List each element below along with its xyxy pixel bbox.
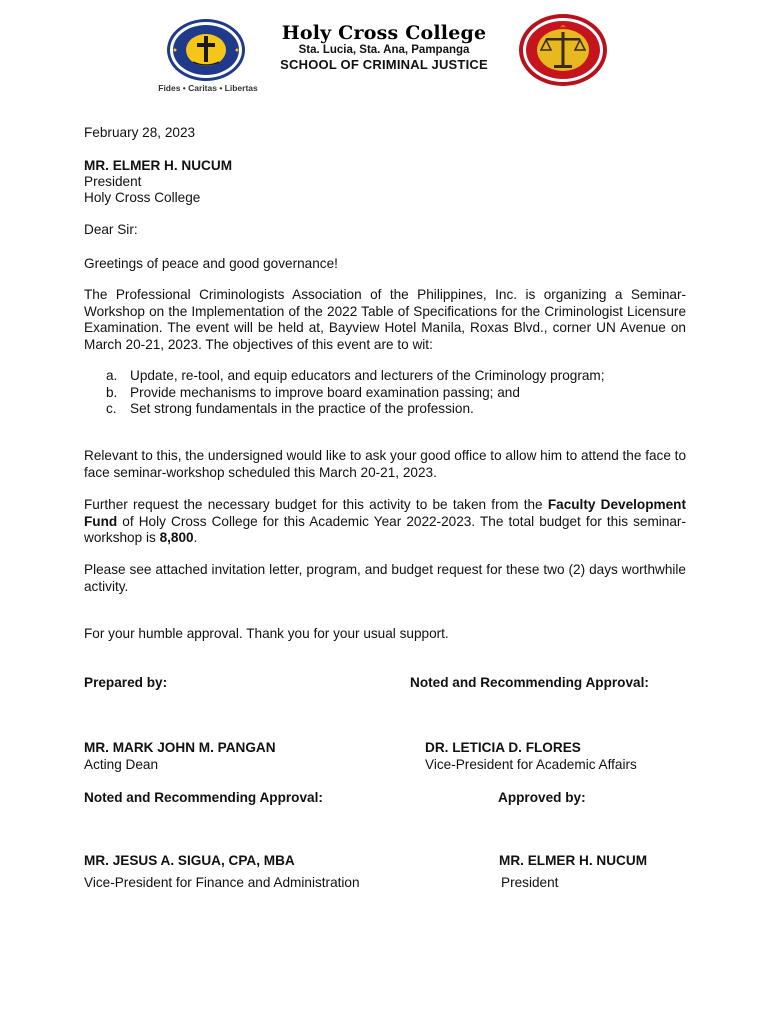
objectives-list: [84, 368, 686, 418]
greeting: Greetings of peace and good governance!: [84, 256, 338, 271]
approved-by-label: Approved by:: [498, 790, 586, 805]
criminal-justice-seal-icon: [516, 12, 610, 88]
letter-date: February 28, 2023: [84, 125, 196, 140]
preparer-name: MR. MARK JOHN M. PANGAN: [84, 740, 276, 755]
paragraph-text: .: [193, 530, 198, 545]
salutation: Dear Sir:: [84, 222, 138, 237]
recipient-title: President: [84, 174, 142, 189]
budget-amount: 8,800: [159, 530, 194, 545]
body-paragraph-2: Relevant to this, the undersigned would like to ask your good office to allow him to attend the face to face seminar-workshop scheduled this March 20-21, 2023.: [84, 448, 687, 480]
preparer-title: Acting Dean: [84, 757, 159, 772]
list-item-text: Set strong fundamentals in the practice of the profession.: [130, 401, 474, 416]
noted-label-1: Noted and Recommending Approval:: [410, 675, 649, 690]
noter2-title: Vice-President for Finance and Administration: [84, 875, 360, 890]
college-name: Holy Cross College: [281, 22, 487, 44]
list-item: [84, 401, 686, 418]
list-marker: c.: [106, 401, 117, 416]
noter1-name: DR. LETICIA D. FLORES: [425, 740, 581, 755]
college-motto: Fides • Caritas • Libertas: [158, 83, 258, 93]
list-item: [84, 385, 686, 402]
body-paragraph-4: Please see attached invitation letter, program, and budget request for these two (2) days worthwhile activity.: [84, 562, 686, 594]
prepared-by-label: Prepared by:: [84, 675, 168, 690]
recipient-org: Holy Cross College: [84, 190, 201, 205]
list-marker: b.: [106, 384, 118, 400]
list-item-text: Update, re-tool, and equip educators and lecturers of the Criminology program;: [130, 368, 605, 383]
holy-cross-college-seal-icon: [165, 18, 247, 82]
noter2-name: MR. JESUS A. SIGUA, CPA, MBA: [84, 853, 295, 868]
noted-label-2: Noted and Recommending Approval:: [84, 790, 323, 805]
noter1-title: Vice-President for Academic Affairs: [425, 757, 637, 772]
paragraph-text: of Holy Cross College for this Academic Year 2022-2023. The total budget for this seminar-workshop is: [84, 513, 686, 545]
college-address: Sta. Lucia, Sta. Ana, Pampanga: [298, 44, 470, 56]
paragraph-text: Further request the necessary budget for this activity to be taken from the: [84, 497, 548, 512]
list-marker: a.: [106, 368, 118, 383]
approver-name: MR. ELMER H. NUCUM: [499, 853, 648, 868]
body-paragraph-1: The Professional Criminologists Association of the Philippines, Inc. is organizing a Seminar-Workshop on the Implementation of the 2022 Table of Specifications for the Criminologist Licensure Examination. The event will be held at, Bayview Hotel Manila, Roxas Blvd., corner UN Avenue on March 20-21, 2023. The objectives of this event are to wit:: [84, 287, 686, 352]
school-name: SCHOOL OF CRIMINAL JUSTICE: [280, 57, 488, 72]
recipient-name: MR. ELMER H. NUCUM: [84, 158, 233, 173]
body-paragraph-3: [84, 497, 686, 547]
closing-line: For your humble approval. Thank you for your usual support.: [84, 626, 449, 641]
list-item-text: Provide mechanisms to improve board examination passing; and: [130, 384, 520, 400]
fund-name: Faculty Development Fund: [84, 497, 686, 529]
approver-title: President: [501, 875, 559, 890]
list-item: [84, 368, 686, 385]
